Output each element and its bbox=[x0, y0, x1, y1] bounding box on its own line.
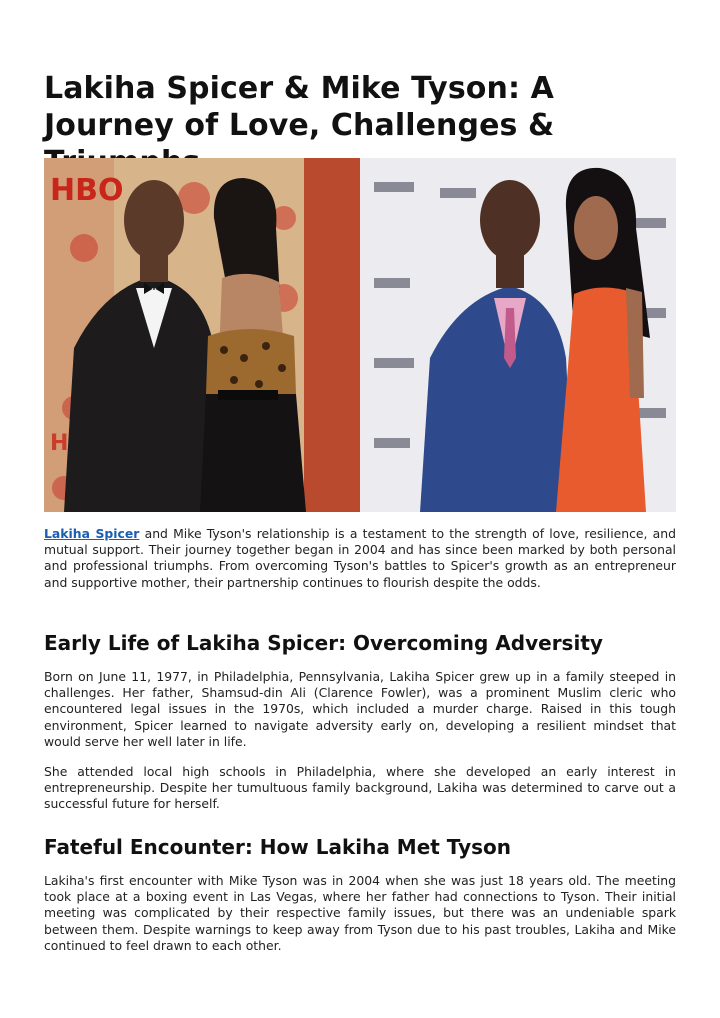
section2-paragraph-1: Lakiha's first encounter with Mike Tyson was in 2004 when she was just 18 years old. The meeting took place at a boxing event in Las Vegas, where her father had connections to Tyson. Their initial meeting was complicated by their respective family issues, but there was an undeniable spark between them. Despite warnings to keep away from Tyson due to his past troubles, Lakiha and Mike continued to feel drawn to each other. bbox=[44, 873, 676, 953]
photo-left bbox=[44, 158, 360, 512]
couple-photos bbox=[44, 158, 676, 512]
photo-right-image bbox=[360, 158, 676, 512]
photo-left-image bbox=[44, 158, 360, 512]
section2-heading: Fateful Encounter: How Lakiha Met Tyson bbox=[44, 835, 511, 859]
section1-paragraph-2: She attended local high schools in Philadelphia, where she developed an early interest in entrepreneurship. Despite her tumultuous family background, Lakiha was determined to carve out a successful future for herself. bbox=[44, 764, 676, 812]
intro-text: and Mike Tyson's relationship is a testament to the strength of love, resilience, and mutual support. Their journey together began in 2004 and has since been marked by both personal and professional triumphs. From overcoming Tyson's battles to Spicer's growth as an entrepreneur and supportive mother, their partnership continues to flourish despite the odds. bbox=[44, 526, 676, 590]
section1-heading: Early Life of Lakiha Spicer: Overcoming Adversity bbox=[44, 631, 603, 655]
intro-paragraph bbox=[44, 526, 676, 591]
photo-right bbox=[360, 158, 676, 512]
svg-text:H: H bbox=[50, 431, 69, 456]
lakiha-spicer-link[interactable]: Lakiha Spicer bbox=[44, 526, 140, 541]
section1-paragraph-1: Born on June 11, 1977, in Philadelphia, Pennsylvania, Lakiha Spicer grew up in a family steeped in challenges. Her father, Shamsud-din Ali (Clarence Fowler), was a prominent Muslim cleric who encountered legal issues in the 1970s, which included a murder charge. Raised in this tough environment, Spicer learned to navigate adversity early on, developing a resilient mindset that would serve her well later in life. bbox=[44, 669, 676, 749]
article-title: Lakiha Spicer & Mike Tyson: A Journey of Love, Challenges & bbox=[44, 71, 555, 143]
photo-left-brand: HBO bbox=[50, 173, 124, 208]
